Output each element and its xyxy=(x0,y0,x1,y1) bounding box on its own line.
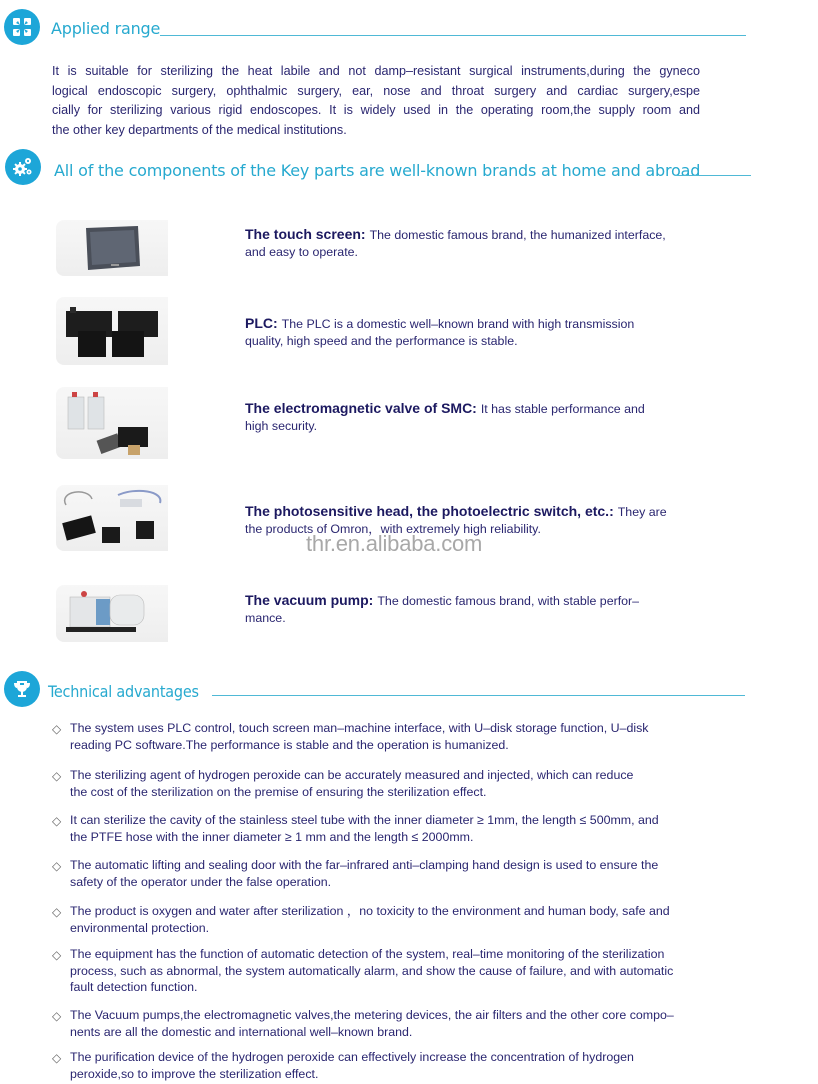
section-divider xyxy=(160,35,746,36)
component-description: The domestic famous brand, with stable perfor– xyxy=(377,594,640,608)
advantage-item xyxy=(52,812,752,845)
component-vacuum-pump xyxy=(245,592,725,627)
valve-image xyxy=(56,387,168,459)
gears-icon xyxy=(5,149,41,185)
paragraph-line: It is suitable for sterilizing the heat labile and not damp–resistant surgical instruments,during the gyneco xyxy=(52,64,700,78)
advantage-item xyxy=(52,1049,752,1082)
component-label: The electromagnetic valve of SMC: xyxy=(245,400,477,416)
diamond-bullet-icon: ◇ xyxy=(52,905,62,919)
advantage-line: reading PC software.The performance is stable and the operation is humanized. xyxy=(70,737,509,752)
grid-arrows-icon xyxy=(4,9,40,45)
diamond-bullet-icon: ◇ xyxy=(52,722,62,736)
component-label: The photosensitive head, the photoelectric switch, etc.: xyxy=(245,503,614,519)
advantage-line: the cost of the sterilization on the premise of ensuring the sterilization effect. xyxy=(70,784,487,799)
advantage-item xyxy=(52,767,752,800)
advantage-line: the PTFE hose with the inner diameter ≥ 1 mm and the length ≤ 2000mm. xyxy=(70,829,474,844)
component-description: the products of Omron，with extremely high reliability. xyxy=(245,522,541,536)
diamond-bullet-icon: ◇ xyxy=(52,859,62,873)
paragraph-line: cially for sterilizing various rigid endoscopes. It is widely used in the operating room,the supply room and xyxy=(52,103,700,118)
component-description: They are xyxy=(617,505,667,519)
photoelectric-switch-image xyxy=(56,485,168,551)
advantage-line: peroxide,so to improve the sterilization effect. xyxy=(70,1066,319,1081)
touch-screen-image xyxy=(56,220,168,276)
applied-range-paragraph xyxy=(52,62,700,140)
advantage-line: It can sterilize the cavity of the stainless steel tube with the inner diameter ≥ 1mm, the length ≤ 500mm, and xyxy=(70,813,659,827)
component-label: The vacuum pump: xyxy=(245,592,374,608)
advantage-line: nents are all the domestic and international well–known brand. xyxy=(70,1024,413,1039)
section-divider xyxy=(675,175,751,176)
advantage-item xyxy=(52,903,752,936)
section-title-applied-range: Applied range xyxy=(51,19,161,38)
component-description: and easy to operate. xyxy=(245,245,358,259)
plc-image xyxy=(56,297,168,365)
trophy-icon xyxy=(4,671,40,707)
component-label: The touch screen: xyxy=(245,226,366,242)
diamond-bullet-icon: ◇ xyxy=(52,948,62,962)
component-electromagnetic-valve xyxy=(245,400,725,435)
advantage-line: environmental protection. xyxy=(70,920,210,935)
advantage-line: The purification device of the hydrogen peroxide can effectively increase the concentration of hydrogen xyxy=(70,1050,634,1064)
advantage-line: The automatic lifting and sealing door with the far–infrared anti–clamping hand design is used to ensure the xyxy=(70,858,659,872)
diamond-bullet-icon: ◇ xyxy=(52,1009,62,1023)
component-description: high security. xyxy=(245,419,318,433)
component-description: The domestic famous brand, the humanized interface, xyxy=(369,228,666,242)
component-description: mance. xyxy=(245,611,286,625)
vacuum-pump-image xyxy=(56,585,168,642)
section-divider xyxy=(212,695,745,696)
paragraph-line: logical endoscopic surgery, ophthalmic surgery, ear, nose and throat surgery and cardiac surgery,espe xyxy=(52,83,700,98)
advantage-line: process, such as abnormal, the system automatically alarm, and show the cause of failure, and with automatic xyxy=(70,963,674,978)
section-title-technical-advantages: Technical advantages xyxy=(48,682,199,701)
advantage-line: fault detection function. xyxy=(70,980,198,994)
component-description: It has stable performance and xyxy=(480,402,645,416)
section-title-components: All of the components of the Key parts are well-known brands at home and abroad xyxy=(54,161,701,180)
advantage-item xyxy=(52,946,752,996)
advantage-item xyxy=(52,1007,752,1040)
advantage-line: The Vacuum pumps,the electromagnetic valves,the metering devices, the air filters and the other core compo– xyxy=(70,1008,674,1022)
advantage-line: The product is oxygen and water after sterilization ，no toxicity to the environment and human body, safe and xyxy=(70,904,670,918)
watermark: thr.en.alibaba.com xyxy=(306,531,483,556)
component-description: quality, high speed and the performance is stable. xyxy=(245,334,518,348)
component-description: The PLC is a domestic well–known brand with high transmission xyxy=(281,317,635,331)
advantage-line: The sterilizing agent of hydrogen peroxide can be accurately measured and injected, which can reduce xyxy=(70,768,634,782)
diamond-bullet-icon: ◇ xyxy=(52,769,62,783)
diamond-bullet-icon: ◇ xyxy=(52,814,62,828)
advantage-line: safety of the operator under the false operation. xyxy=(70,874,332,889)
advantage-item xyxy=(52,720,752,753)
diamond-bullet-icon: ◇ xyxy=(52,1051,62,1065)
advantage-line: The equipment has the function of automatic detection of the system, real–time monitoring of the sterilization xyxy=(70,947,665,961)
component-plc xyxy=(245,315,725,350)
component-label: PLC: xyxy=(245,315,278,331)
component-touch-screen xyxy=(245,226,725,261)
paragraph-line: the other key departments of the medical institutions. xyxy=(52,122,347,137)
advantage-line: The system uses PLC control, touch screen man–machine interface, with U–disk storage function, U–disk xyxy=(70,721,649,735)
advantage-item xyxy=(52,857,752,890)
